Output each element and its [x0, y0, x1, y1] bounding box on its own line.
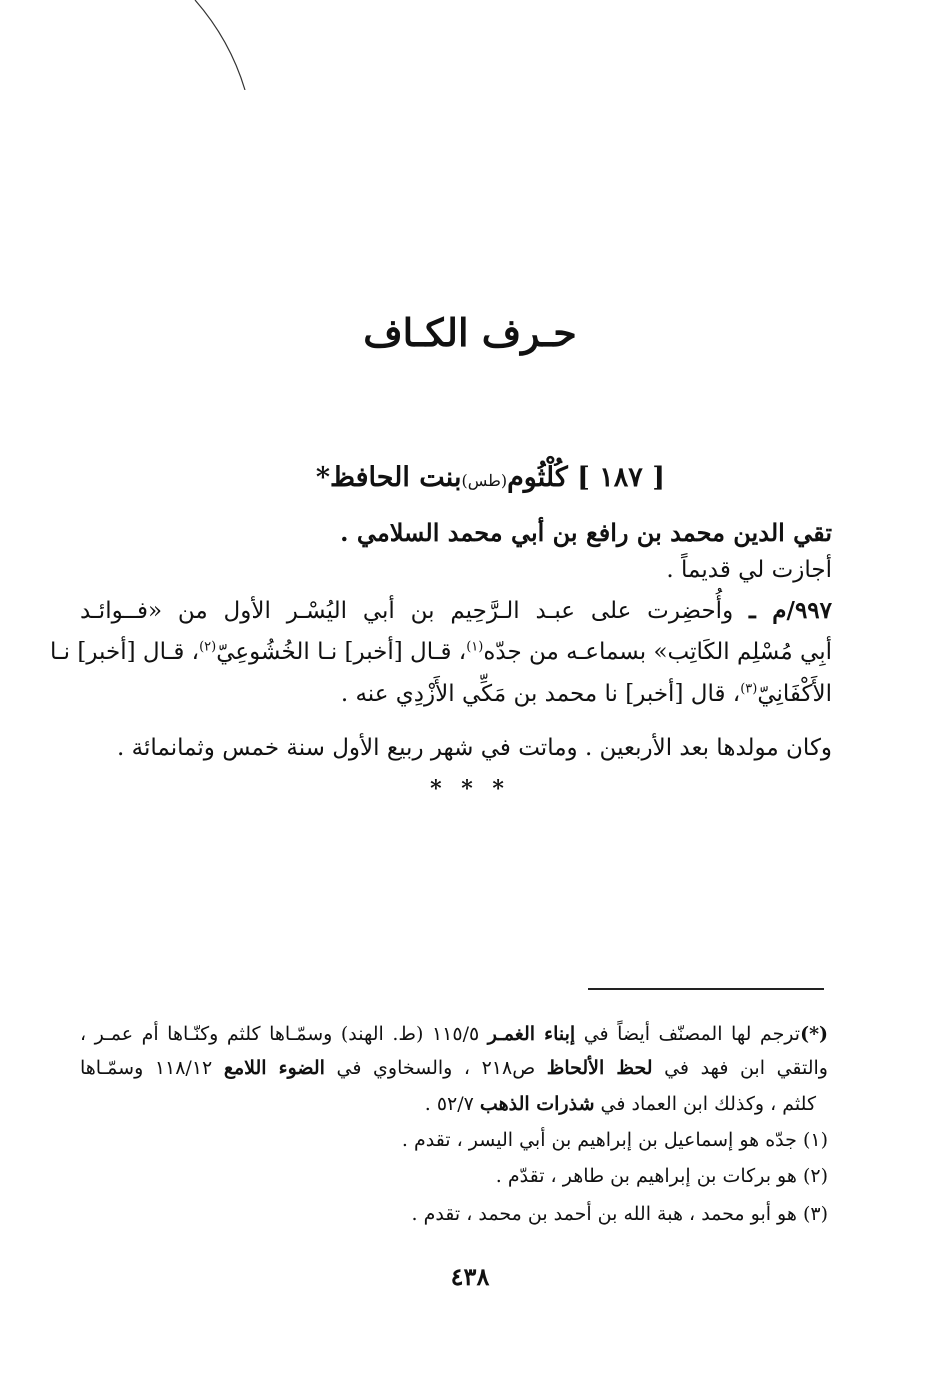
- hadith-line-2a: أبِي مُسْلِم الكَاتِب» بسماعـه من جدّه: [483, 639, 832, 665]
- footnote-ref-2: (٢): [199, 639, 217, 655]
- entry-symbol: (طس): [461, 471, 508, 490]
- entry-name-rest: بنت الحافظ*: [315, 462, 462, 493]
- footnote-star-book-2: لحظ الألحاظ: [546, 1057, 653, 1079]
- closing-line: وكان مولدها بعد الأربعين . وماتت في شهر ربيع الأول سنة خمس وثمانمائة .: [117, 735, 832, 761]
- footnote-3-text: هو أبو محمد ، هبة الله بن أحمد بن محمد ، تقدم .: [411, 1203, 797, 1225]
- footnote-star-line-1: [80, 1022, 828, 1047]
- hadith-number: ٩٩٧/م ـ: [749, 597, 832, 624]
- footnote-3-marker: (٣): [802, 1203, 828, 1225]
- footnote-1: [80, 1128, 828, 1153]
- hadith-line-3a: الأَكْفَانِيّ: [757, 681, 832, 707]
- entry-ijaza: أجازت لي قديماً .: [666, 557, 832, 583]
- footnote-star-text-2e: ١١٨/١٢ وسمّـاها: [80, 1057, 224, 1079]
- footnote-2-text: هو بركات بن إبراهيم بن طاهر ، تقدّم .: [495, 1165, 797, 1187]
- entry-name: كُلْثُوم: [507, 462, 568, 493]
- footnote-star-book-4: شذرات الذهب: [479, 1093, 595, 1115]
- scan-edge-curve: [190, 0, 250, 90]
- footnote-star-book-1: إبناء الغمـر: [487, 1023, 576, 1045]
- footnote-rule: [588, 988, 824, 990]
- hadith-line-3: [80, 680, 832, 710]
- footnote-star-line-2: [80, 1056, 828, 1081]
- footnote-star-line-3: [80, 1092, 816, 1117]
- footnote-star-text-2a: والتقي ابن فهد في: [652, 1057, 828, 1079]
- footnote-ref-1: (١): [466, 639, 484, 655]
- footnote-star-marker: (*): [800, 1023, 829, 1045]
- page-number: ٤٣٨: [450, 1262, 490, 1291]
- hadith-line-2c: ، قـال [أخبر] نـا: [49, 639, 200, 665]
- entry-lineage: تقي الدين محمد بن رافع بن أبي محمد السلامي .: [340, 518, 832, 547]
- footnote-star-text-3a: كلثم ، وكذلك ابن العماد في: [594, 1093, 816, 1115]
- hadith-line-1: [80, 596, 832, 627]
- footnote-1-text: جدّه هو إسماعيل بن إبراهيم بن أبي اليسر ، تقدم .: [401, 1129, 797, 1151]
- hadith-line-1-text: وأُحضِرت على عبـد الـرَّحِيم بن أبي اليُسْـر الأول من «فــوائـد: [80, 598, 734, 624]
- chapter-title: حـرف الكـاف: [363, 310, 577, 355]
- separator-stars: * * *: [430, 776, 510, 802]
- hadith-line-2b: ، قـال [أخبر] نـا الخُشُوعِيّ: [216, 639, 467, 665]
- footnote-2-marker: (٢): [802, 1165, 828, 1187]
- footnote-1-marker: (١): [802, 1129, 828, 1151]
- footnote-star-book-3: الضوء اللامع: [223, 1057, 325, 1079]
- hadith-line-3b: ، قال [أخبر] نا محمد بن مَكِّي الأَزْدِي عنه .: [340, 681, 741, 707]
- footnote-ref-3: (٣): [740, 681, 758, 697]
- footnote-3: [80, 1202, 828, 1227]
- footnote-star-text-1a: ترجم لها المصنّف أيضاً في: [575, 1023, 801, 1045]
- entry-heading: [80, 462, 665, 493]
- footnote-star-text-1c: ١١٥/٥ (ط. الهند) وسمّـاها كلثم وكنّـاها أم عمـر ،: [80, 1023, 488, 1045]
- hadith-line-2: [49, 638, 832, 668]
- footnote-star-text-2c: ص٢١٨ ، والسخاوي في: [324, 1057, 547, 1079]
- footnote-star-text-3c: ٥٢/٧ .: [424, 1093, 480, 1115]
- entry-number: [ ١٨٧ ]: [577, 462, 665, 493]
- footnote-2: [80, 1164, 828, 1189]
